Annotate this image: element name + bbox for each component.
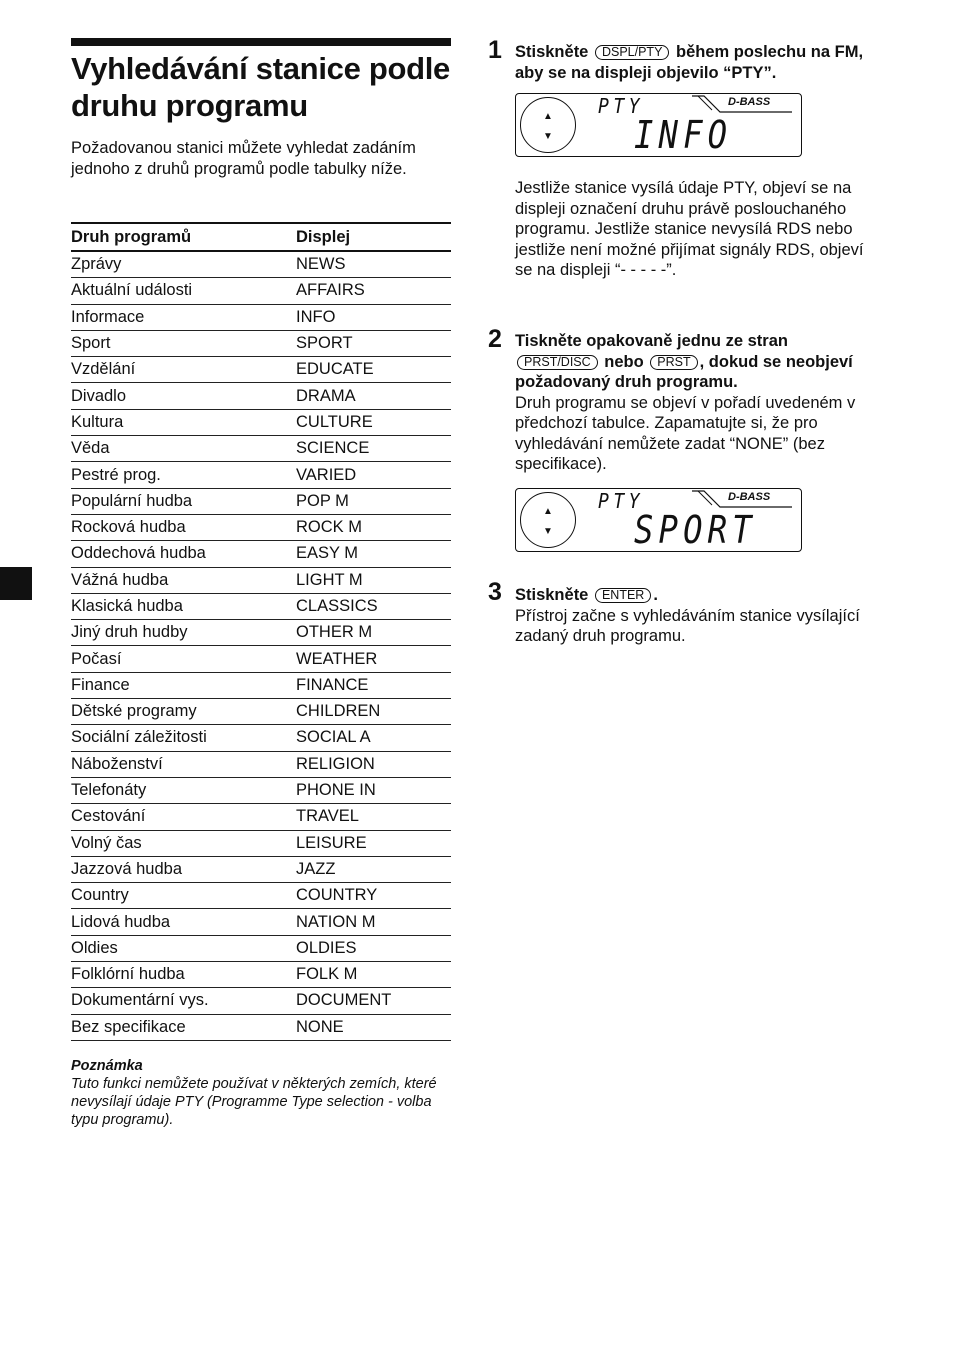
display-code-cell: NEWS [296,251,451,278]
program-type-cell: Lidová hudba [71,909,296,935]
instruction-text: . [653,586,658,604]
program-type-cell: Jiný druh hudby [71,620,296,646]
display-code-cell: DRAMA [296,383,451,409]
display-code-cell: TRAVEL [296,804,451,830]
column-header-program: Druh programů [71,223,296,251]
display-code-cell: LIGHT M [296,567,451,593]
step-instruction [515,585,870,647]
program-type-cell: Zprávy [71,251,296,278]
display-code-cell: FOLK M [296,962,451,988]
display-code-cell: RELIGION [296,751,451,777]
program-type-cell: Volný čas [71,830,296,856]
dbass-badge: D-BASS [728,96,771,108]
program-type-cell: Věda [71,436,296,462]
table-row [71,830,451,856]
dspl-pty-button[interactable]: DSPL/PTY [595,45,669,60]
program-type-cell: Pestré prog. [71,462,296,488]
table-row [71,883,451,909]
table-row [71,278,451,304]
note-block [71,1057,451,1129]
display-code-cell: OLDIES [296,935,451,961]
prst-button[interactable]: PRST [650,355,697,370]
program-type-cell: Sport [71,330,296,356]
display-code-cell: EDUCATE [296,357,451,383]
table-row [71,357,451,383]
program-type-cell: Divadlo [71,383,296,409]
program-type-cell: Počasí [71,646,296,672]
note-text: Tuto funkci nemůžete používat v některých zemích, které nevysílají údaje PTY (Programme Type selection - volba typu programu). [71,1076,437,1128]
display-code-cell: SCIENCE [296,436,451,462]
program-type-cell: Telefonáty [71,777,296,803]
display-code-cell: OTHER M [296,620,451,646]
dbass-badge: D-BASS [728,491,771,503]
note-title: Poznámka [71,1058,143,1074]
program-type-cell: Informace [71,304,296,330]
table-row [71,962,451,988]
prst-disc-button[interactable]: PRST/DISC [517,355,598,370]
down-arrow-icon: ▼ [543,526,553,537]
program-type-cell: Dětské programy [71,699,296,725]
table-row [71,330,451,356]
program-type-cell: Dokumentární vys. [71,988,296,1014]
program-type-cell: Klasická hudba [71,593,296,619]
display-code-cell: LEISURE [296,830,451,856]
step-number: 3 [488,578,502,606]
program-type-cell: Sociální záležitosti [71,725,296,751]
instruction-text: Tiskněte opakovaně jednu ze stran [515,332,788,350]
lcd-main-text: INFO [634,113,733,157]
display-code-cell: COUNTRY [296,883,451,909]
seek-dial-icon [520,97,576,153]
display-code-cell: SOCIAL A [296,725,451,751]
column-header-display: Displej [296,223,451,251]
display-code-cell: CULTURE [296,409,451,435]
display-code-cell: INFO [296,304,451,330]
table-row [71,777,451,803]
table-header-row [71,223,451,251]
table-row [71,436,451,462]
table-row [71,514,451,540]
program-type-cell: Vážná hudba [71,567,296,593]
table-row [71,751,451,777]
display-code-cell: FINANCE [296,672,451,698]
section-tab-marker [0,567,32,600]
table-row [71,909,451,935]
up-arrow-icon: ▲ [543,506,553,517]
step-text: Druh programu se objeví v pořadí uvedeném v předchozí tabulce. Zapamatujte si, že pro vyhledávání nemůžete zadat “NONE” (bez specifikace). [515,393,856,473]
table-row [71,620,451,646]
program-type-cell: Jazzová hudba [71,856,296,882]
lcd-display-2 [515,488,802,552]
program-type-cell: Aktuální události [71,278,296,304]
program-type-cell: Populární hudba [71,488,296,514]
table-row [71,988,451,1014]
display-code-cell: SPORT [296,330,451,356]
program-type-cell: Kultura [71,409,296,435]
display-code-cell: POP M [296,488,451,514]
lcd-display-1 [515,93,802,157]
program-type-table [71,222,451,1041]
step-number: 2 [488,325,502,353]
instruction-text: nebo [604,352,644,371]
title-bar-rule [71,38,451,46]
step-text: Jestliže stanice vysílá údaje PTY, objeví se na displeji označení druhu právě poslouchaného programu. Jestliže stanice nevysílá RDS nebo jestliže není možné přijímat signály RDS, objeví se na displeji “- - - - -”. [515,179,864,279]
display-code-cell: VARIED [296,462,451,488]
step-text: Přístroj začne s vyhledáváním stanice vysílající zadaný druh programu. [515,606,860,645]
table-body [71,251,451,1040]
seek-dial-icon [520,492,576,548]
table-row [71,804,451,830]
table-row [71,251,451,278]
display-code-cell: NATION M [296,909,451,935]
program-type-cell: Vzdělání [71,357,296,383]
lcd-main-text: SPORT [634,508,757,552]
table-row [71,304,451,330]
lcd-pty-indicator: PTY [598,94,645,118]
table-row [71,567,451,593]
instruction-text: Stiskněte [515,586,589,604]
display-code-cell: WEATHER [296,646,451,672]
table-row [71,699,451,725]
display-code-cell: ROCK M [296,514,451,540]
display-code-cell: JAZZ [296,856,451,882]
table-row [71,541,451,567]
step-instruction [515,42,870,83]
display-code-cell: CHILDREN [296,699,451,725]
display-code-cell: AFFAIRS [296,278,451,304]
table-row [71,856,451,882]
program-type-cell: Oddechová hudba [71,541,296,567]
display-code-cell: CLASSICS [296,593,451,619]
table-row [71,672,451,698]
enter-button[interactable]: ENTER [595,588,651,603]
program-type-cell: Náboženství [71,751,296,777]
table-row [71,593,451,619]
table-row [71,1014,451,1040]
program-type-cell: Oldies [71,935,296,961]
display-code-cell: PHONE IN [296,777,451,803]
table-row [71,646,451,672]
page-title: Vyhledávání stanice podle druhu programu [71,51,450,123]
program-type-cell: Folklórní hudba [71,962,296,988]
step-number: 1 [488,36,502,64]
table-row [71,935,451,961]
display-code-cell: EASY M [296,541,451,567]
table-row [71,725,451,751]
down-arrow-icon: ▼ [543,131,553,142]
table-row [71,488,451,514]
instruction-text: během poslechu na FM, aby se na displeji objevilo “PTY”. [515,43,864,82]
table-row [71,383,451,409]
up-arrow-icon: ▲ [543,111,553,122]
instruction-text: , dokud se neobjeví požadovaný druh programu. [515,352,853,391]
table-row [71,462,451,488]
lcd-pty-indicator: PTY [598,489,645,513]
step-instruction [515,331,870,475]
display-code-cell: DOCUMENT [296,988,451,1014]
intro-text: Požadovanou stanici můžete vyhledat zadáním jednoho z druhů programů podle tabulky níže. [71,139,416,178]
program-type-cell: Bez specifikace [71,1014,296,1040]
program-type-cell: Cestování [71,804,296,830]
program-type-cell: Rocková hudba [71,514,296,540]
instruction-text: Stiskněte [515,43,589,61]
program-type-cell: Country [71,883,296,909]
program-type-cell: Finance [71,672,296,698]
table-row [71,409,451,435]
display-code-cell: NONE [296,1014,451,1040]
